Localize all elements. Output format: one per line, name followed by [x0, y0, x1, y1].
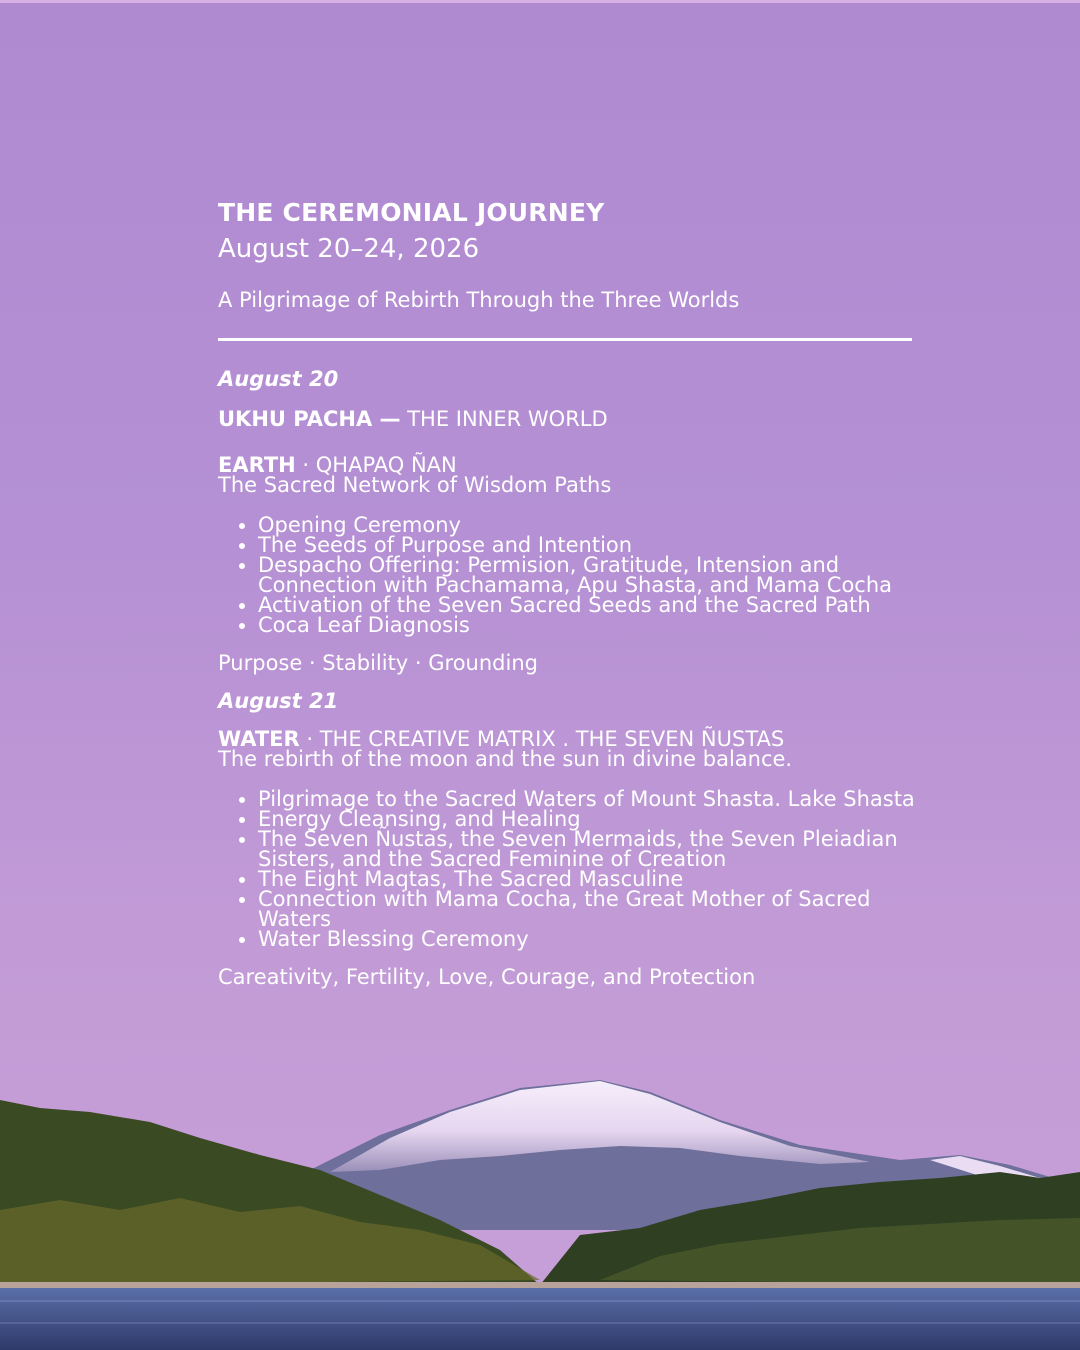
day1-element-desc: · QHAPAQ ÑAN	[295, 453, 457, 477]
day2-element-sub: The rebirth of the moon and the sun in divine balance.	[218, 747, 793, 771]
top-border	[0, 0, 1080, 3]
day1-world-desc: THE INNER WORLD	[400, 407, 608, 431]
list-item: • The Seven Ñustas, the Seven Mermaids, the Seven Pleiadian Sisters, and the Sacred Feminine of Creation	[258, 829, 938, 869]
day1-element-name: EARTH	[218, 453, 296, 477]
list-item: • Water Blessing Ceremony	[258, 929, 938, 949]
list-item: • Energy Cleansing, and Healing	[258, 809, 938, 829]
day1-world	[218, 405, 938, 433]
list-item: • Pilgrimage to the Sacred Waters of Mount Shasta. Lake Shasta	[258, 789, 938, 809]
journey-dates: August 20–24, 2026	[218, 234, 480, 264]
day1-element	[218, 455, 938, 495]
day2-activity-list	[218, 789, 938, 949]
day2-qualities: Careativity, Fertility, Love, Courage, and Protection	[218, 965, 756, 989]
list-item: • Opening Ceremony	[258, 515, 938, 535]
day1-world-name: UKHU PACHA —	[218, 407, 401, 431]
lake-shape	[0, 1288, 1080, 1350]
list-item: • The Eight Maqtas, The Sacred Masculine	[258, 869, 938, 889]
list-item: • Connection with Mama Cocha, the Great Mother of Sacred Waters	[258, 889, 938, 929]
day2-element-name: WATER	[218, 727, 300, 751]
day1-element-sub: The Sacred Network of Wisdom Paths	[218, 473, 612, 497]
day2-date: August 21	[218, 689, 339, 713]
day2-element-desc: · THE CREATIVE MATRIX . THE SEVEN ÑUSTAS	[299, 727, 785, 751]
mountain-lake-landscape-icon	[0, 1060, 1080, 1350]
day1-activity-list	[218, 515, 938, 635]
list-item: • Despacho Offering: Permision, Gratitude, Intension and Connection with Pachamama, Apu Shasta, and Mama Cocha	[258, 555, 938, 595]
list-item: • The Seeds of Purpose and Intention	[258, 535, 938, 555]
page-title: THE CEREMONIAL JOURNEY	[218, 198, 605, 227]
journey-subtitle: A Pilgrimage of Rebirth Through the Three Worlds	[218, 288, 740, 312]
list-item: • Activation of the Seven Sacred Seeds and the Sacred Path	[258, 595, 938, 615]
list-item: • Coca Leaf Diagnosis	[258, 615, 938, 635]
day1-qualities: Purpose · Stability · Grounding	[218, 651, 538, 675]
journey-content	[218, 196, 938, 991]
divider	[218, 338, 912, 341]
day2-element	[218, 729, 938, 769]
day1-date: August 20	[218, 367, 339, 391]
